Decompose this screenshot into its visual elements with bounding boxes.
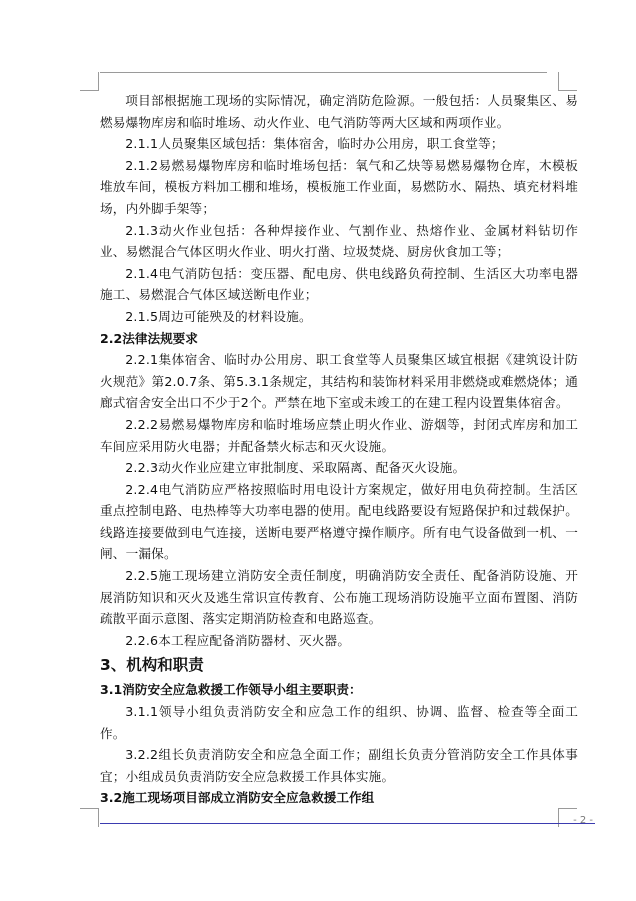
paragraph: 2.1.3动火作业包括：各种焊接作业、气割作业、热熔作业、金属材料钻切作业、易燃混合气体区明火作业、明火打凿、垃圾焚烧、厨房伙食加工等；: [100, 222, 578, 260]
crop-mark-top-left: [80, 72, 99, 91]
document-body: [100, 90, 578, 809]
paragraph: 2.1.1人员聚集区域包括：集体宿舍，临时办公用房，职工食堂等；: [125, 136, 504, 152]
paragraph: 2.2.6本工程应配备消防器材、灭火器。: [125, 632, 351, 648]
paragraph: 3.1.1领导小组负责消防安全和应急工作的组织、协调、监督、检查等全面工作。: [100, 704, 578, 741]
paragraph: 项目部根据施工现场的实际情况，确定消防危险源。一般包括：人员聚集区、易燃易爆物库房和临时堆场、动火作业、电气消防等两大区域和两项作业。: [100, 93, 578, 130]
subsection-heading: 2.2法律法规要求: [100, 330, 198, 346]
subsection-heading: 3.2施工现场项目部成立消防安全应急救援工作组: [100, 790, 375, 806]
paragraph: 2.2.5施工现场建立消防安全责任制度，明确消防安全责任、配备消防设施、开展消防知识和灭火及逃生常识宣传教育、公布施工现场消防设施平立面布置图、消防疏散平面示意图、落实定期消防检查和电路巡查。: [100, 568, 578, 627]
subsection-heading: 3.1消防安全应急救援工作领导小组主要职责：: [100, 682, 362, 698]
paragraph: 2.1.2易燃易爆物库房和临时堆场包括：氧气和乙炔等易燃易爆物仓库，木模板堆放车间，模板方料加工棚和堆场，模板施工作业面，易燃防水、隔热、填充材料堆场，内外脚手架等；: [100, 157, 578, 216]
crop-mark-bottom-left: [80, 808, 99, 827]
paragraph: 2.2.3动火作业应建立审批制度、采取隔离、配备灭火设施。: [125, 460, 466, 476]
section-heading: 3、机构和职责: [100, 656, 204, 675]
footer-rule: [100, 823, 595, 824]
paragraph: 2.2.4电气消防应严格按照临时用电设计方案规定，做好用电负荷控制。生活区重点控制电路、电热棒等大功率电器的使用。配电线路要设有短路保护和过载保护。线路连接要做到电气连接，送断电要严格遵守操作顺序。所有电气设备做到一机、一闸、一漏保。: [100, 481, 578, 562]
page-number: - 2 -: [573, 815, 593, 826]
paragraph: 2.2.2易燃易爆物库房和临时堆场应禁止明火作业、游烟等，封闭式库房和加工车间应采用防火电器；并配备禁火标志和灭火设施。: [100, 416, 578, 454]
header-rule: [100, 72, 547, 73]
paragraph: 2.1.5周边可能殃及的材料设施。: [125, 308, 312, 324]
paragraph: 2.2.1集体宿舍、临时办公用房、职工食堂等人员聚集区域宜根据《建筑设计防火规范》第2.0.7条、第5.3.1条规定，其结构和装饰材料采用非燃烧或难燃烧体；通廊式宿舍安全出口不少于2个。严禁在地下室或未竣工的在建工程内设置集体宿舍。: [100, 352, 578, 411]
crop-mark-top-right: [558, 72, 577, 91]
paragraph: 3.2.2组长负责消防安全和应急全面工作；副组长负责分管消防安全工作具体事宜；小组成员负责消防安全应急救援工作具体实施。: [100, 747, 578, 784]
paragraph: 2.1.4电气消防包括：变压器、配电房、供电线路负荷控制、生活区大功率电器施工、易燃混合气体区域送断电作业；: [100, 265, 578, 303]
